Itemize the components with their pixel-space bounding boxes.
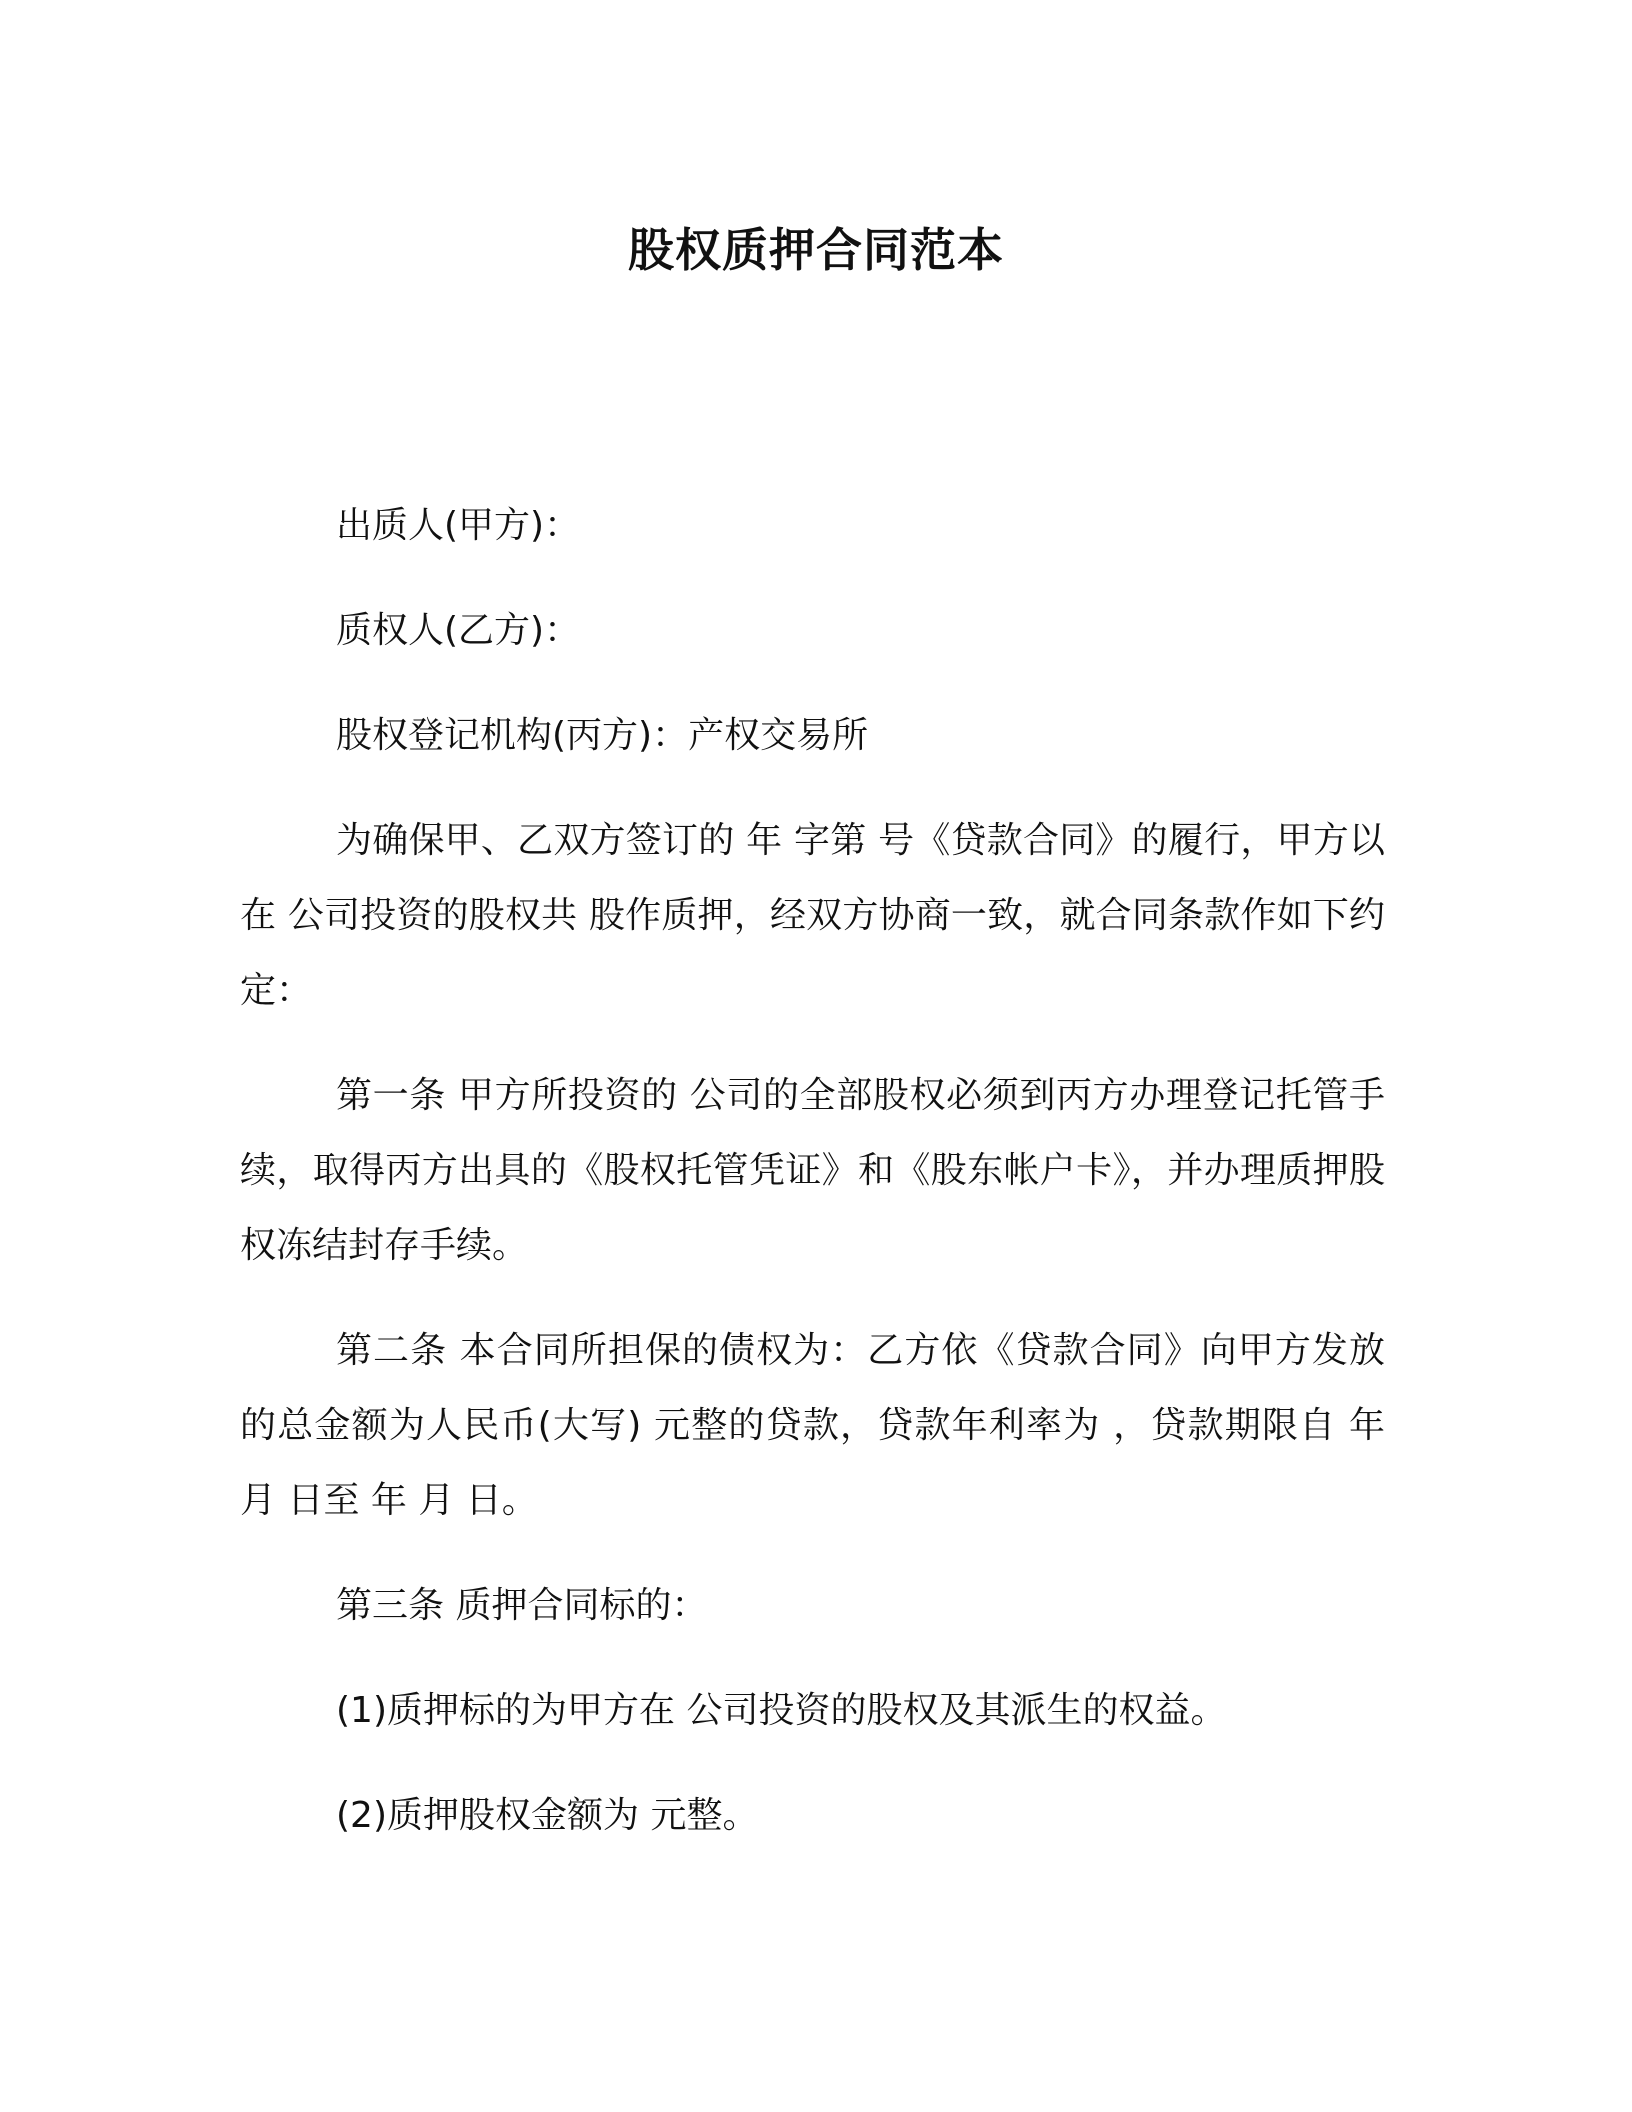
document-title: 股权质押合同范本 <box>628 223 1004 277</box>
preamble-paragraph: 为确保甲、乙双方签订的 年 字第 号《贷款合同》的履行，甲方以在 公司投资的股权共 股作质押，经双方协商一致，就合同条款作如下约定： <box>240 820 1385 1011</box>
pledgee-line: 质权人(乙方)： <box>336 610 581 651</box>
article-two-paragraph: 第二条 本合同所担保的债权为：乙方依《贷款合同》向甲方发放的总金额为人民币(大写) 元整的贷款，贷款年利率为 ，贷款期限自 年 月 日至 年 月 日。 <box>240 1330 1385 1521</box>
article-one-paragraph: 第一条 甲方所投资的 公司的全部股权必须到丙方办理登记托管手续，取得丙方出具的《股权托管凭证》和《股东帐户卡》，并办理质押股权冻结封存手续。 <box>240 1075 1385 1266</box>
document-body <box>240 488 1385 1883</box>
article-three-heading: 第三条 质押合同标的： <box>336 1585 708 1626</box>
article-three-item-2: (2)质押股权金额为 元整。 <box>336 1795 759 1836</box>
pledgor-line: 出质人(甲方)： <box>336 505 581 546</box>
article-three-item-1: (1)质押标的为甲方在 公司投资的股权及其派生的权益。 <box>336 1690 1227 1731</box>
registrar-line: 股权登记机构(丙方)：产权交易所 <box>336 715 869 756</box>
